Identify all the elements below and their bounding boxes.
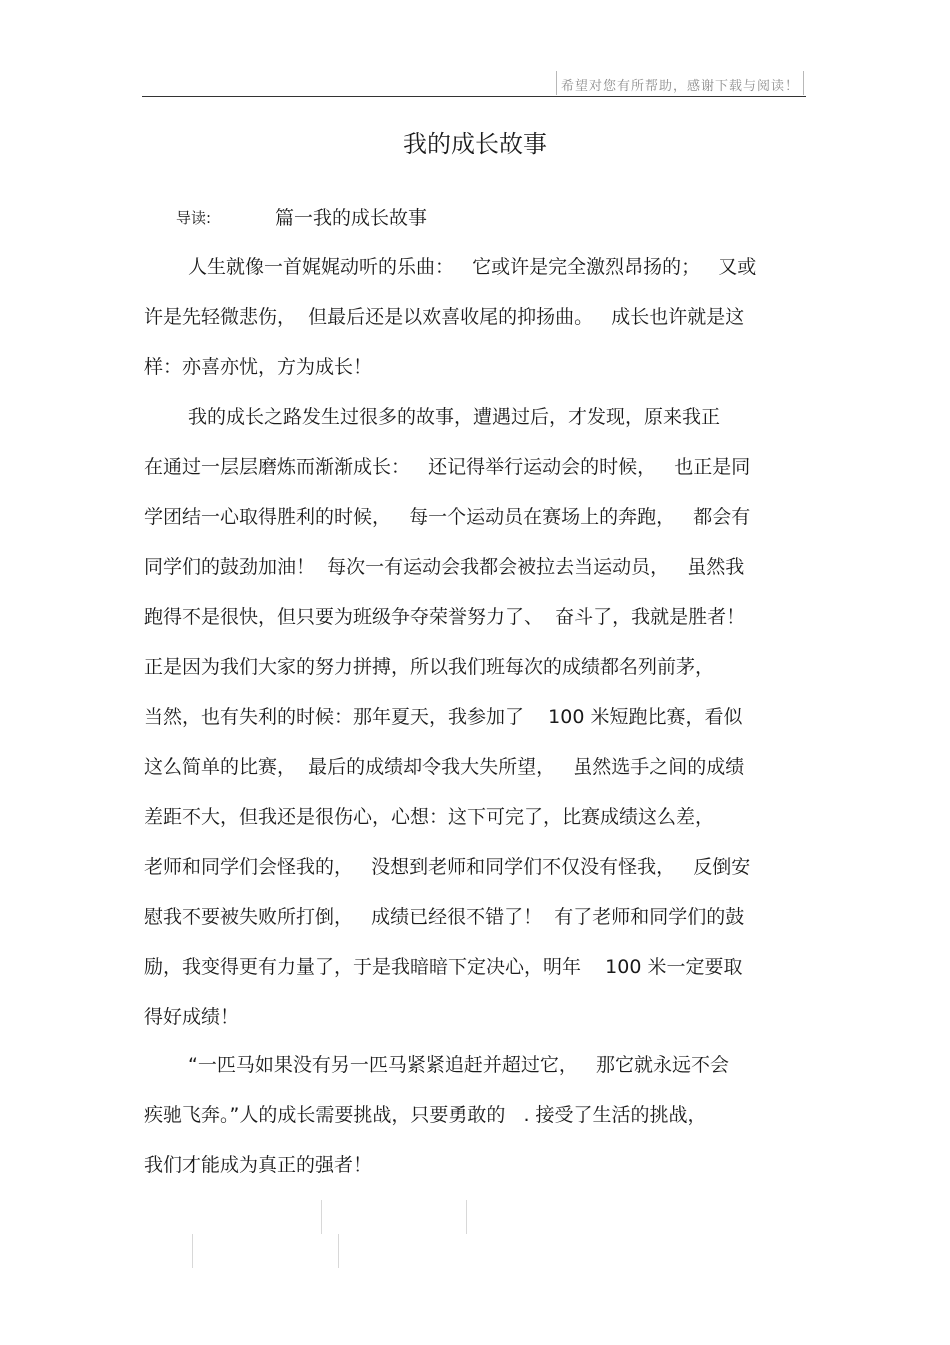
intro-label: 导读: bbox=[176, 209, 212, 227]
body-line: 我的成长之路发生过很多的故事，遭遇过后，才发现，原来我正 bbox=[188, 406, 721, 428]
body-line: 疾驰飞奔。”人的成长需要挑战，只要勇敢的 . 接受了生活的挑战， bbox=[144, 1104, 707, 1126]
scan-mark bbox=[192, 1234, 193, 1268]
body-line: 当然，也有失利的时候：那年夏天，我参加了 100 米短跑比赛，看似 bbox=[144, 706, 743, 728]
body-line: 我们才能成为真正的强者！ bbox=[144, 1154, 373, 1176]
body-line: 跑得不是很快，但只要为班级争夺荣誉努力了、 奋斗了，我就是胜者！ bbox=[144, 606, 746, 628]
body-line: 这么简单的比赛， 最后的成绩却令我大失所望， 虽然选手之间的成绩 bbox=[144, 756, 745, 778]
scan-mark bbox=[338, 1234, 339, 1268]
document-title: 我的成长故事 bbox=[403, 130, 547, 158]
body-line: 在通过一层层磨炼而渐渐成长： 还记得举行运动会的时候， 也正是同 bbox=[144, 456, 751, 478]
body-line: 慰我不要被失败所打倒， 成绩已经很不错了！ 有了老师和同学们的鼓 bbox=[144, 906, 745, 928]
body-line: 差距不大，但我还是很伤心，心想：这下可完了，比赛成绩这么差， bbox=[144, 806, 715, 828]
intro-title: 篇一我的成长故事 bbox=[275, 207, 428, 229]
body-line: 同学们的鼓劲加油！ 每次一有运动会我都会被拉去当运动员， 虽然我 bbox=[144, 556, 745, 578]
body-line: 样：亦喜亦忧，方为成长！ bbox=[144, 356, 373, 378]
body-line: 励，我变得更有力量了，于是我暗暗下定决心，明年 100 米一定要取 bbox=[144, 956, 743, 978]
body-line: 老师和同学们会怪我的， 没想到老师和同学们不仅没有怪我， 反倒安 bbox=[144, 856, 751, 878]
body-line: “一匹马如果没有另一匹马紧紧追赶并超过它， 那它就永远不会 bbox=[188, 1054, 729, 1076]
body-line: 人生就像一首娓娓动听的乐曲： 它或许是完全激烈昂扬的； 又或 bbox=[188, 256, 757, 278]
body-line: 正是因为我们大家的努力拼搏，所以我们班每次的成绩都名列前茅， bbox=[144, 656, 715, 678]
scan-mark bbox=[466, 1200, 467, 1234]
body-line: 得好成绩！ bbox=[144, 1006, 240, 1028]
header-rule bbox=[142, 96, 806, 97]
scan-mark bbox=[321, 1200, 322, 1234]
header-note: 希望对您有所帮助，感谢下载与阅读！ bbox=[561, 79, 800, 94]
body-line: 学团结一心取得胜利的时候， 每一个运动员在赛场上的奔跑， 都会有 bbox=[144, 506, 751, 528]
body-line: 许是先轻微悲伤， 但最后还是以欢喜收尾的抑扬曲。 成长也许就是这 bbox=[144, 306, 745, 328]
